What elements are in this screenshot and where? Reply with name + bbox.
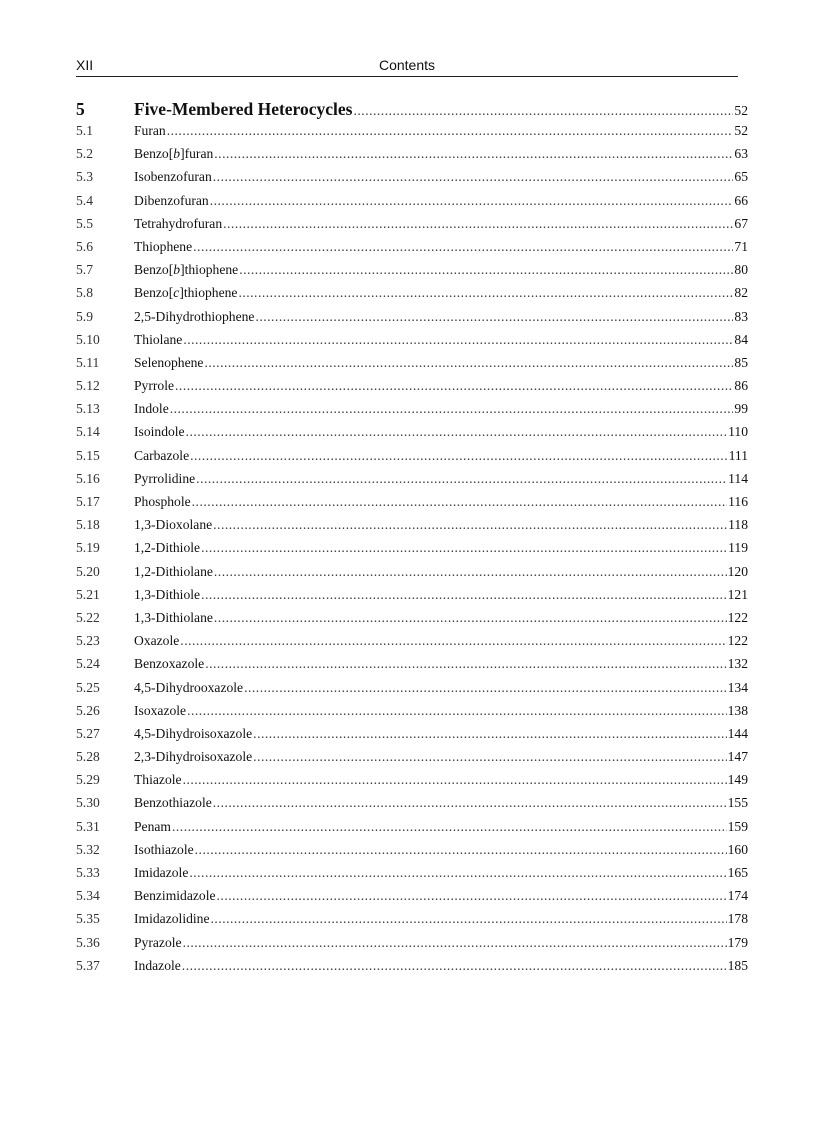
section-page-number: 85	[734, 354, 748, 370]
section-title	[134, 169, 212, 185]
section-title-text: Dibenzofuran	[134, 192, 209, 208]
section-title-text: 1,3-Dithiolane	[134, 609, 213, 625]
leader-dots	[210, 193, 734, 209]
section-number: 5.19	[76, 540, 100, 556]
section-page-number: 160	[727, 841, 748, 857]
section-title-text: Penam	[134, 818, 171, 834]
running-title: Contents	[378, 57, 436, 73]
section-title	[134, 471, 195, 487]
leader-dots	[213, 517, 727, 533]
section-number: 5.23	[76, 633, 100, 649]
section-title	[134, 610, 213, 626]
section-number: 5.35	[76, 911, 100, 927]
leader-dots	[204, 355, 733, 371]
section-title	[134, 540, 200, 556]
leader-dots	[189, 865, 726, 881]
toc-entry[interactable]	[76, 656, 748, 679]
section-title	[134, 749, 252, 765]
section-page-number: 138	[727, 702, 748, 718]
leader-dots	[213, 169, 734, 185]
section-page-number: 119	[728, 540, 748, 556]
toc-entry[interactable]	[76, 216, 748, 239]
toc-entry[interactable]	[76, 123, 748, 146]
toc-entry[interactable]	[76, 169, 748, 192]
section-title-text-end: ]thiophene	[179, 285, 238, 301]
leader-dots	[211, 911, 727, 927]
section-title-text: Thiolane	[134, 331, 183, 347]
section-title-text: Furan	[134, 123, 166, 138]
section-title	[134, 726, 252, 742]
section-page-number: 174	[727, 888, 748, 904]
section-page-number: 111	[728, 447, 748, 463]
leader-dots	[195, 842, 727, 858]
section-page-number: 63	[734, 146, 748, 162]
toc-entry[interactable]	[76, 795, 748, 818]
section-title-text: Thiophene	[134, 238, 193, 254]
section-title-text: Benzo[	[134, 146, 174, 162]
toc-entry[interactable]	[76, 262, 748, 285]
section-title	[134, 378, 174, 394]
section-page-number: 83	[734, 308, 748, 324]
toc-entry[interactable]	[76, 471, 748, 494]
toc-entry[interactable]	[76, 378, 748, 401]
section-title-text: Imidazolidine	[134, 911, 210, 927]
toc-entry[interactable]	[76, 865, 748, 888]
leader-dots	[201, 540, 727, 556]
leader-dots	[190, 448, 728, 464]
section-title-text: Isoxazole	[134, 702, 187, 718]
section-page-number: 178	[727, 911, 748, 927]
section-title-italic: c	[173, 285, 180, 301]
section-number: 5.1	[76, 123, 93, 138]
section-page-number: 121	[727, 586, 748, 602]
section-title-text: Pyrrole	[134, 378, 175, 394]
section-title-text: Indazole	[134, 957, 181, 973]
section-page-number: 118	[728, 517, 748, 533]
toc-entry[interactable]	[76, 540, 748, 563]
leader-dots	[239, 262, 733, 278]
section-number: 5.11	[76, 354, 100, 370]
section-page-number: 144	[727, 725, 748, 741]
toc-entry[interactable]	[76, 842, 748, 865]
toc-entry[interactable]	[76, 564, 748, 587]
section-number: 5.31	[76, 818, 100, 834]
toc-entry[interactable]	[76, 633, 748, 656]
leader-dots	[183, 332, 733, 348]
section-title-text: 2,5-Dihydrothiophene	[134, 308, 255, 324]
page-header	[76, 56, 738, 77]
section-title-text: Phosphole	[134, 494, 191, 509]
section-page-number: 86	[734, 378, 748, 394]
section-page-number: 134	[727, 679, 748, 695]
toc-entry[interactable]	[76, 355, 748, 378]
section-title	[134, 865, 188, 881]
toc-entry[interactable]	[76, 958, 748, 981]
section-number: 5.13	[76, 401, 100, 417]
section-title	[134, 772, 182, 788]
page-number: XII	[76, 57, 94, 73]
section-title	[134, 587, 200, 603]
section-title	[134, 193, 209, 209]
toc-entry[interactable]	[76, 309, 748, 332]
section-title	[134, 424, 185, 440]
toc-entry[interactable]	[76, 703, 748, 726]
leader-dots	[354, 103, 734, 119]
section-number: 5.5	[76, 215, 93, 231]
section-title	[134, 633, 179, 649]
leader-dots	[253, 749, 726, 765]
section-page-number: 122	[727, 609, 748, 625]
section-page-number: 114	[728, 470, 748, 486]
leader-dots	[213, 795, 727, 811]
section-number: 5.30	[76, 795, 100, 811]
section-number: 5.7	[76, 262, 93, 278]
leader-dots	[238, 285, 733, 301]
section-page-number: 110	[728, 424, 748, 440]
section-number: 5.29	[76, 772, 100, 788]
section-page-number: 147	[727, 749, 748, 765]
section-title-text: 1,2-Dithiolane	[134, 563, 213, 579]
section-title	[134, 888, 216, 904]
section-title-text: 1,3-Dithiole	[134, 586, 201, 602]
chapter-page-number: 52	[734, 103, 748, 118]
section-number: 5.21	[76, 586, 100, 602]
section-number: 5.10	[76, 331, 100, 347]
section-number: 5.3	[76, 169, 93, 185]
section-number: 5.25	[76, 679, 100, 695]
section-number: 5.22	[76, 609, 100, 625]
section-title	[134, 123, 166, 139]
section-page-number: 116	[728, 494, 748, 509]
section-title	[134, 239, 192, 255]
leader-dots	[183, 772, 727, 788]
leader-dots	[172, 819, 727, 835]
section-number: 5.36	[76, 934, 100, 950]
section-title	[134, 958, 181, 974]
section-title	[134, 795, 212, 811]
section-number: 5.27	[76, 725, 100, 741]
toc-entry[interactable]	[76, 285, 748, 308]
section-title-text: Thiazole	[134, 772, 182, 788]
section-page-number: 66	[734, 192, 748, 208]
toc-entry[interactable]	[76, 332, 748, 355]
leader-dots	[192, 494, 727, 510]
section-page-number: 120	[727, 563, 748, 579]
section-page-number: 67	[734, 215, 748, 231]
section-title	[134, 146, 213, 162]
section-page-number: 65	[734, 169, 748, 185]
section-title-text: Benzothiazole	[134, 795, 212, 811]
section-page-number: 82	[734, 285, 748, 301]
leader-dots	[175, 378, 733, 394]
section-page-number: 122	[727, 633, 748, 649]
toc-entry[interactable]	[76, 239, 748, 262]
toc-entry[interactable]	[76, 448, 748, 471]
section-title-text: Pyrazole	[134, 934, 182, 950]
toc-entry[interactable]	[76, 401, 748, 424]
chapter-title: Five-Membered Heterocycles	[134, 99, 353, 119]
leader-dots	[170, 401, 734, 417]
section-title	[134, 564, 213, 580]
section-number: 5.37	[76, 957, 100, 973]
section-page-number: 179	[727, 934, 748, 950]
section-title	[134, 401, 169, 417]
section-title-text: 4,5-Dihydrooxazole	[134, 679, 244, 695]
leader-dots	[214, 564, 727, 580]
section-title	[134, 309, 254, 325]
section-page-number: 132	[727, 656, 748, 672]
section-number: 5.17	[76, 494, 100, 509]
leader-dots	[255, 309, 733, 325]
section-title-text: Pyrrolidine	[134, 470, 196, 486]
section-page-number: 71	[734, 238, 748, 254]
section-title-text: Carbazole	[134, 447, 190, 463]
leader-dots	[183, 935, 727, 951]
section-number: 5.20	[76, 563, 100, 579]
toc-entries	[76, 123, 748, 981]
section-title-text: Selenophene	[134, 354, 204, 370]
section-title	[134, 216, 222, 232]
section-number: 5.32	[76, 841, 100, 857]
toc-entry[interactable]	[76, 517, 748, 540]
section-number: 5.2	[76, 146, 93, 162]
leader-dots	[196, 471, 727, 487]
section-number: 5.14	[76, 424, 100, 440]
toc-entry[interactable]	[76, 424, 748, 447]
toc-entry[interactable]	[76, 935, 748, 958]
section-title	[134, 332, 182, 348]
section-number: 5.33	[76, 865, 100, 880]
section-number: 5.26	[76, 702, 100, 718]
leader-dots	[217, 888, 727, 904]
toc-entry[interactable]	[76, 146, 748, 169]
section-number: 5.18	[76, 517, 100, 533]
toc-entry[interactable]	[76, 494, 748, 517]
section-number: 5.15	[76, 447, 100, 463]
section-title-text: Oxazole	[134, 633, 180, 649]
leader-dots	[167, 123, 734, 139]
section-title-italic: b	[173, 146, 181, 162]
toc-entry[interactable]	[76, 610, 748, 633]
section-number: 5.6	[76, 238, 93, 254]
leader-dots	[193, 239, 733, 255]
section-title	[134, 911, 210, 927]
toc-entry[interactable]	[76, 587, 748, 610]
section-title-text: Imidazole	[134, 865, 189, 880]
section-title-italic: b	[173, 262, 181, 278]
section-title-text: Tetrahydrofuran	[134, 215, 223, 231]
section-title-text: 1,2-Dithiole	[134, 540, 201, 556]
section-title-text-end: ]furan	[180, 146, 214, 162]
section-title	[134, 517, 212, 533]
toc-entry[interactable]	[76, 749, 748, 772]
toc-entry[interactable]	[76, 772, 748, 795]
section-number: 5.4	[76, 192, 93, 208]
section-title	[134, 494, 191, 510]
leader-dots	[187, 703, 727, 719]
section-title	[134, 656, 204, 672]
section-title	[134, 935, 182, 951]
toc-entry[interactable]	[76, 193, 748, 216]
toc-entry[interactable]	[76, 680, 748, 703]
table-of-contents	[76, 99, 748, 981]
section-number: 5.24	[76, 656, 100, 672]
section-title-text: Indole	[134, 401, 169, 417]
section-title-text: 1,3-Dioxolane	[134, 517, 213, 533]
section-title	[134, 448, 189, 464]
section-number: 5.9	[76, 308, 93, 324]
section-title	[134, 703, 186, 719]
section-page-number: 155	[727, 795, 748, 811]
section-title-text: 4,5-Dihydroisoxazole	[134, 725, 253, 741]
chapter-number: 5	[76, 99, 85, 119]
leader-dots	[244, 680, 727, 696]
section-page-number: 185	[727, 957, 748, 973]
section-title	[134, 285, 237, 301]
section-page-number: 99	[734, 401, 748, 417]
leader-dots	[186, 424, 728, 440]
leader-dots	[223, 216, 733, 232]
section-title-text: Benzo[	[134, 285, 174, 301]
section-number: 5.12	[76, 378, 100, 394]
section-title-text-end: ]thiophene	[180, 262, 239, 278]
section-title-text: Benzimidazole	[134, 888, 216, 904]
section-page-number: 159	[727, 818, 748, 834]
chapter-heading[interactable]	[76, 99, 748, 123]
section-title-text: Isoindole	[134, 424, 185, 440]
section-page-number: 149	[727, 772, 748, 788]
leader-dots	[182, 958, 727, 974]
section-title	[134, 680, 243, 696]
toc-entry[interactable]	[76, 911, 748, 934]
leader-dots	[180, 633, 726, 649]
section-number: 5.8	[76, 285, 93, 301]
toc-entry[interactable]	[76, 819, 748, 842]
toc-entry[interactable]	[76, 726, 748, 749]
section-title-text: Isobenzofuran	[134, 169, 212, 185]
leader-dots	[201, 587, 727, 603]
leader-dots	[214, 610, 727, 626]
section-title-text: Isothiazole	[134, 841, 194, 857]
toc-entry[interactable]	[76, 888, 748, 911]
section-title	[134, 262, 238, 278]
section-title-text: 2,3-Dihydroisoxazole	[134, 749, 253, 765]
leader-dots	[205, 656, 726, 672]
section-page-number: 52	[734, 123, 748, 138]
section-number: 5.28	[76, 749, 100, 765]
section-page-number: 84	[734, 331, 748, 347]
section-title	[134, 355, 203, 371]
leader-dots	[253, 726, 726, 742]
section-title-text: Benzoxazole	[134, 656, 205, 672]
section-title-text: Benzo[	[134, 262, 174, 278]
section-title	[134, 842, 194, 858]
leader-dots	[214, 146, 733, 162]
section-page-number: 80	[734, 262, 748, 278]
section-number: 5.16	[76, 470, 100, 486]
section-title	[134, 819, 171, 835]
section-number: 5.34	[76, 888, 100, 904]
section-page-number: 165	[727, 865, 748, 880]
